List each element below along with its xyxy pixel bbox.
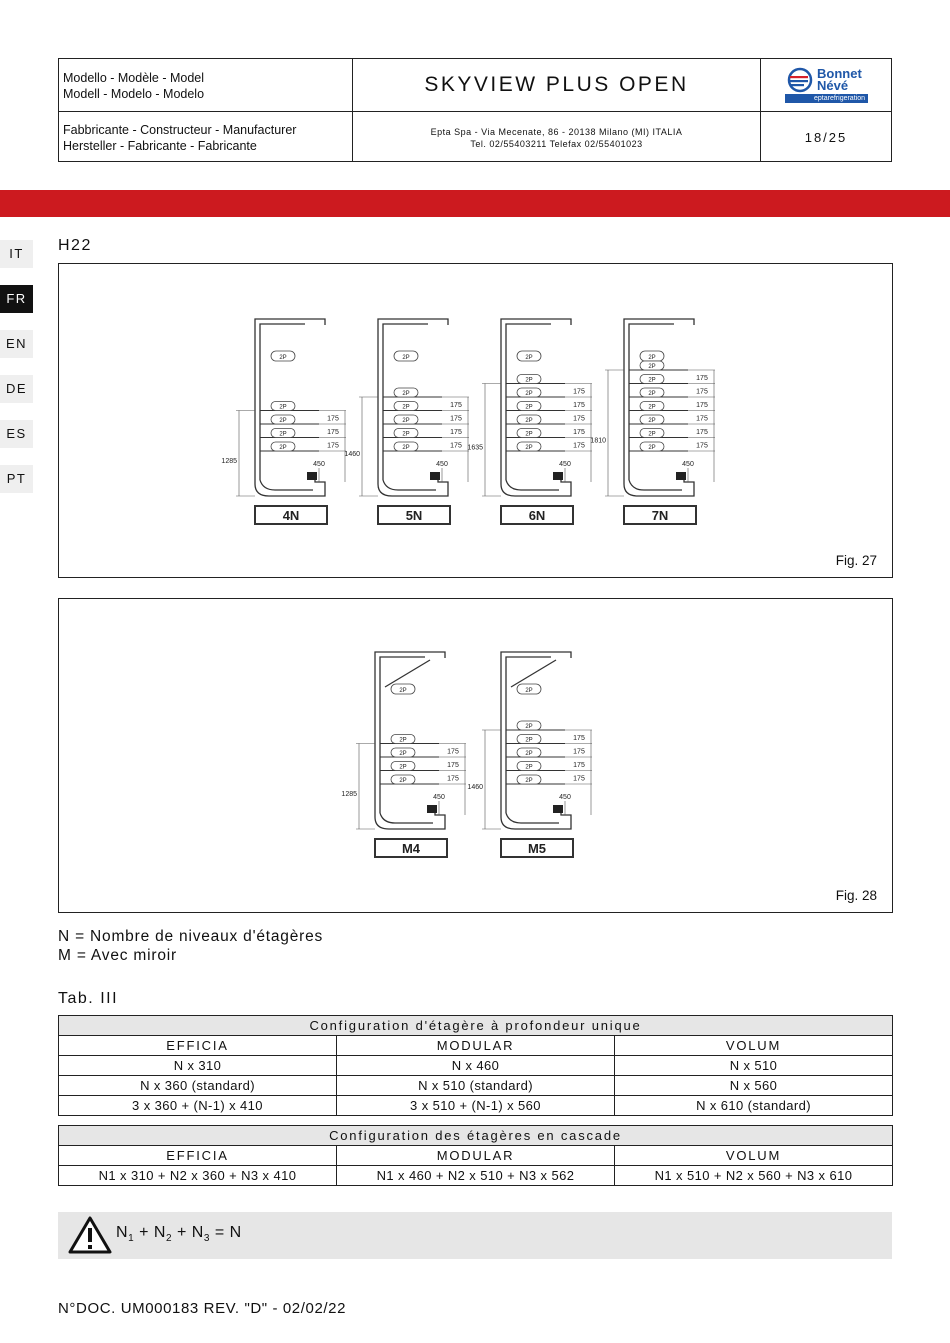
shelf-spacing-label: 175 (696, 388, 708, 396)
shelf-spacing-label: 175 (696, 428, 708, 436)
logo-emblem-icon (787, 67, 813, 93)
shelf-badge-label: 2P (279, 431, 287, 438)
table-cell: N x 510 (615, 1056, 893, 1076)
figure-27-caption: Fig. 27 (835, 553, 877, 568)
shelf-badge-top-label: 2P (525, 355, 533, 361)
figure-28-caption: Fig. 28 (835, 888, 877, 903)
product-title: SKYVIEW PLUS OPEN (424, 73, 689, 96)
table-cell: N x 460 (337, 1056, 615, 1076)
shelf-badge-top-label: 2P (648, 355, 656, 361)
shelf-badge-label: 2P (402, 404, 410, 411)
shelf-badge-top-label: 2P (399, 688, 407, 694)
col-volum: VOLUM (615, 1036, 893, 1056)
lang-tab-de[interactable]: DE (0, 375, 33, 403)
col-efficia: EFFICIA (59, 1146, 337, 1166)
total-height-label: 1460 (467, 784, 483, 791)
shelf-badge-label: 2P (402, 445, 410, 451)
shelf-spacing-label: 175 (696, 374, 708, 382)
shelf-spacing-label: 175 (573, 442, 585, 450)
logo-tagline: eptarefrigeration (785, 94, 868, 103)
document-reference: N°DOC. UM000183 REV. "D" - 02/02/22 (58, 1300, 347, 1317)
shelf-badge-label: 2P (648, 391, 656, 397)
section-title: H22 (58, 237, 92, 254)
cabinet-m5 (467, 652, 592, 857)
shelf-badge-label: 2P (402, 418, 410, 424)
lang-tab-pt[interactable]: PT (0, 465, 33, 493)
model-label: 7N (651, 508, 669, 523)
formula-result: N (229, 1224, 242, 1241)
shelf-badge-label: 2P (648, 364, 656, 370)
shelf-badge-label: 2P (525, 404, 533, 411)
table-single-depth-title: Configuration d'étagère à profondeur unique (59, 1016, 893, 1036)
shelf-spacing-label: 175 (573, 388, 585, 396)
shelf-badge-label: 2P (525, 764, 533, 771)
shelf-spacing-label: 175 (327, 415, 339, 423)
shelf-spacing-label: 175 (447, 748, 459, 756)
shelf-badge-label: 2P (399, 764, 407, 771)
formula-sub1: 1 (128, 1233, 135, 1245)
model-label: 5N (405, 508, 423, 523)
shelf-spacing-label: 175 (696, 442, 708, 450)
shelf-spacing-label: 175 (696, 401, 708, 409)
formula-n3: N (191, 1224, 204, 1241)
shelf-badge-label: 2P (525, 778, 533, 784)
base-height-label: 450 (433, 794, 445, 801)
shelf-badge-label: 2P (399, 778, 407, 784)
table-row (59, 1096, 893, 1116)
cabinet-m4 (341, 652, 466, 857)
shelf-spacing-label: 175 (573, 401, 585, 409)
cabinet-tray (506, 813, 559, 823)
formula-plus2: + (176, 1224, 187, 1241)
cabinet-tray (260, 480, 313, 490)
col-modular: MODULAR (337, 1146, 615, 1166)
shelf-badge-label: 2P (402, 391, 410, 397)
shelf-spacing-label: 175 (447, 761, 459, 769)
shelf-spacing-label: 175 (696, 415, 708, 423)
model-label-line2: Modell - Modelo - Modelo (63, 87, 205, 101)
front-profile (430, 472, 440, 480)
col-modular: MODULAR (337, 1036, 615, 1056)
front-profile (553, 805, 563, 813)
shelf-spacing-label: 175 (450, 415, 462, 423)
cabinet-7n (590, 319, 715, 524)
legend (58, 927, 323, 965)
model-label: M5 (527, 841, 547, 856)
total-height-label: 1285 (341, 790, 357, 798)
table-row (59, 1166, 893, 1186)
lang-tab-es[interactable]: ES (0, 420, 33, 448)
shelf-badge-top-label: 2P (525, 688, 533, 694)
shelf-badge-label: 2P (525, 431, 533, 438)
table-row (59, 1076, 893, 1096)
table-cell: N x 560 (615, 1076, 893, 1096)
base-height-label: 450 (559, 794, 571, 801)
page-number: 18/25 (804, 130, 848, 145)
front-profile (553, 472, 563, 480)
shelf-spacing-label: 175 (573, 428, 585, 436)
document-header (58, 58, 892, 162)
lang-tab-fr[interactable]: FR (0, 285, 33, 313)
address-line1: Epta Spa - Via Mecenate, 86 - 20138 Milano (MI) ITALIA (430, 127, 683, 137)
shelf-badge-label: 2P (648, 418, 656, 424)
manufacturer-address (353, 126, 760, 150)
shelf-spacing-label: 175 (447, 775, 459, 783)
shelf-badge-label: 2P (525, 724, 533, 730)
table-cell: N1 x 510 + N2 x 560 + N3 x 610 (615, 1166, 893, 1186)
col-volum: VOLUM (615, 1146, 893, 1166)
cabinet-tray (383, 480, 436, 490)
shelf-badge-label: 2P (525, 391, 533, 397)
col-efficia: EFFICIA (59, 1036, 337, 1056)
shelf-spacing-label: 175 (450, 401, 462, 409)
brand-logo (761, 63, 891, 109)
total-height-label: 1460 (344, 451, 360, 458)
cabinet-4n (221, 319, 346, 524)
legend-m: M = Avec miroir (58, 947, 177, 964)
model-label: 4N (282, 508, 300, 523)
warning-icon (67, 1215, 113, 1255)
base-height-label: 450 (313, 461, 325, 468)
logo-name-2: Névé (817, 78, 849, 93)
table-cell: N x 510 (standard) (337, 1076, 615, 1096)
shelf-badge-label: 2P (648, 431, 656, 438)
shelf-badge-label: 2P (525, 377, 533, 384)
cabinet-tray (380, 813, 433, 823)
manufacturer-label-line2: Hersteller - Fabricante - Fabricante (63, 139, 257, 153)
table-cell: 3 x 510 + (N-1) x 560 (337, 1096, 615, 1116)
cabinet-6n (467, 319, 592, 524)
formula-plus1: + (139, 1224, 149, 1241)
shelf-spacing-label: 175 (573, 748, 585, 756)
shelf-badge-label: 2P (648, 445, 656, 451)
manufacturer-label-line1: Fabbricante - Constructeur - Manufacturer (63, 123, 297, 137)
shelf-badge-label: 2P (279, 404, 287, 411)
red-band (0, 190, 950, 217)
table-row (59, 1056, 893, 1076)
shelf-badge-label: 2P (525, 737, 533, 744)
table-title: Tab. III (58, 990, 119, 1007)
base-height-label: 450 (559, 461, 571, 468)
figure-28-drawing (59, 599, 892, 912)
shelf-spacing-label: 175 (573, 761, 585, 769)
figure-28 (58, 598, 893, 913)
shelf-badge-label: 2P (648, 377, 656, 384)
formula-sub3: 3 (203, 1233, 210, 1245)
shelf-spacing-label: 175 (450, 442, 462, 450)
table-cell: 3 x 360 + (N-1) x 410 (59, 1096, 337, 1116)
legend-n: N = Nombre de niveaux d'étagères (58, 928, 324, 945)
shelf-badge-label: 2P (399, 751, 407, 757)
table-cascade-title: Configuration des étagères en cascade (59, 1126, 893, 1146)
shelf-formula (116, 1224, 242, 1244)
shelf-spacing-label: 175 (450, 428, 462, 436)
shelf-badge-label: 2P (399, 737, 407, 744)
mirror-line (511, 660, 556, 687)
shelf-badge-top-label: 2P (402, 355, 410, 361)
warning-box (58, 1212, 892, 1259)
shelf-spacing-label: 175 (327, 428, 339, 436)
table-cell: N x 610 (standard) (615, 1096, 893, 1116)
shelf-badge-top-label: 2P (279, 355, 287, 361)
cabinet-5n (344, 319, 469, 524)
shelf-badge-label: 2P (279, 418, 287, 424)
lang-tab-it[interactable]: IT (0, 240, 33, 268)
total-height-label: 1635 (467, 444, 483, 452)
table-cell: N x 360 (standard) (59, 1076, 337, 1096)
lang-tab-en[interactable]: EN (0, 330, 33, 358)
shelf-badge-label: 2P (525, 445, 533, 451)
shelf-badge-label: 2P (402, 431, 410, 438)
cabinet-tray (629, 480, 682, 490)
total-height-label: 1285 (221, 457, 237, 465)
shelf-spacing-label: 175 (573, 775, 585, 783)
formula-sub2: 2 (165, 1233, 172, 1245)
shelf-badge-label: 2P (525, 751, 533, 757)
mirror-line (385, 660, 430, 687)
logo-name-1: Bonnet (817, 66, 862, 81)
model-label: 6N (528, 508, 546, 523)
base-height-label: 450 (436, 461, 448, 468)
formula-n2: N (153, 1224, 166, 1241)
shelf-badge-label: 2P (525, 418, 533, 424)
cabinet-tray (506, 480, 559, 490)
formula-n1: N (116, 1224, 129, 1241)
model-label-line1: Modello - Modèle - Model (63, 71, 205, 85)
manufacturer-label (59, 122, 349, 154)
table-cascade (58, 1125, 893, 1186)
formula-eq: = (214, 1224, 225, 1241)
figure-27 (58, 263, 893, 578)
front-profile (427, 805, 437, 813)
shelf-badge-label: 2P (648, 404, 656, 411)
shelf-spacing-label: 175 (573, 415, 585, 423)
front-profile (676, 472, 686, 480)
model-label: M4 (401, 841, 421, 856)
total-height-label: 1810 (590, 437, 606, 445)
table-single-depth (58, 1015, 893, 1116)
table-cell: N1 x 460 + N2 x 510 + N3 x 562 (337, 1166, 615, 1186)
shelf-spacing-label: 175 (573, 734, 585, 742)
figure-27-drawing (59, 264, 892, 577)
table-cell: N1 x 310 + N2 x 360 + N3 x 410 (59, 1166, 337, 1186)
shelf-spacing-label: 175 (327, 442, 339, 450)
shelf-badge-label: 2P (279, 445, 287, 451)
address-line2: Tel. 02/55403211 Telefax 02/55401023 (470, 139, 643, 149)
table-cell: N x 310 (59, 1056, 337, 1076)
front-profile (307, 472, 317, 480)
base-height-label: 450 (682, 461, 694, 468)
model-label (59, 70, 349, 102)
